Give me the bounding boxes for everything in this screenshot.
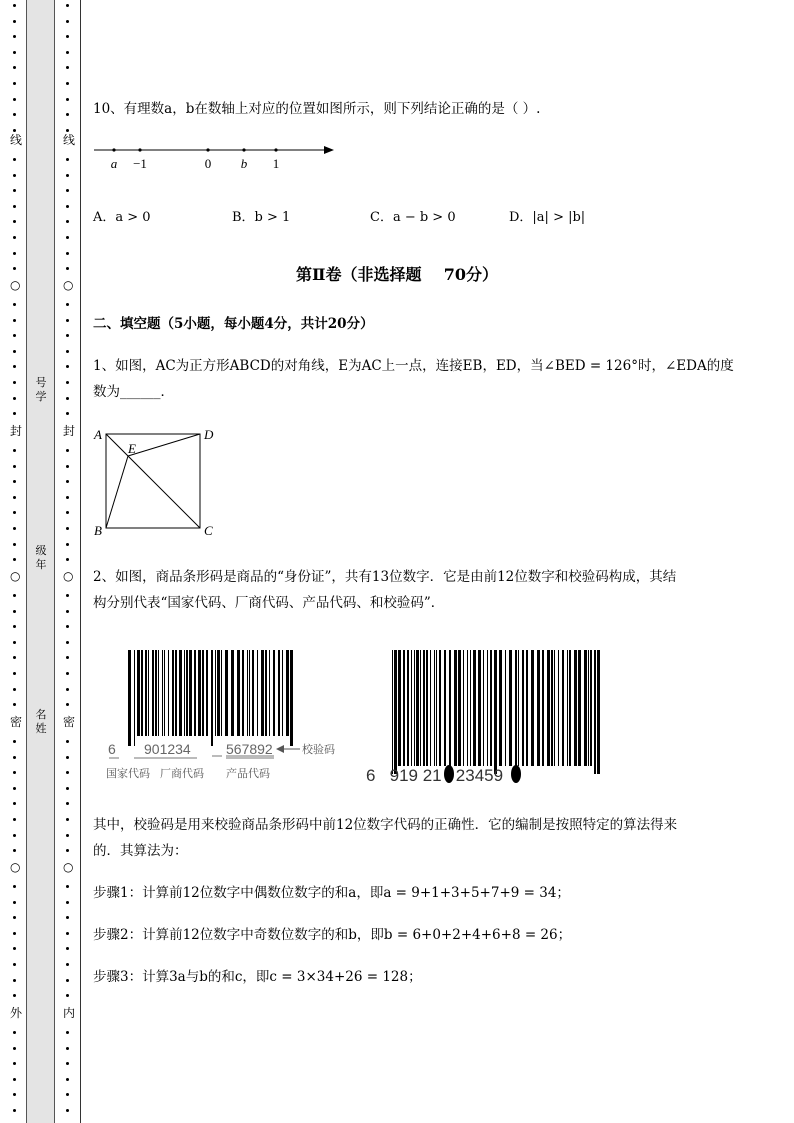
binding-dot — [13, 849, 16, 852]
barcode-right-digits: 6 919 21 23459 — [366, 766, 504, 785]
binding-dot — [13, 319, 16, 322]
binding-dot — [13, 756, 16, 759]
barcode-bar — [499, 650, 502, 766]
barcode-bar — [590, 650, 592, 766]
q10-stem: 10、有理数a，b在数轴上对应的位置如图所示，则下列结论正确的是（ ）. — [93, 101, 541, 117]
part-title: 二、填空题（5小题，每小题4分，共计20分） — [93, 316, 374, 332]
q2-step1: 步骤1：计算前12位数字中偶数位数字的和a，即a = 9+1+3+5+7+9 = 34； — [93, 885, 570, 901]
binding-dot — [66, 947, 69, 950]
barcode-right — [362, 648, 612, 788]
outerDots-mark: 密 — [10, 715, 23, 729]
barcode-bar — [257, 650, 258, 736]
product-digits: 567892 — [226, 741, 273, 757]
barcode-bar — [487, 650, 488, 766]
barcode-bar — [217, 650, 220, 736]
outerDots-mark: ○ — [10, 278, 21, 292]
barcode-bar — [567, 650, 568, 766]
binding-dot — [66, 412, 69, 415]
binding-dot — [13, 527, 16, 530]
binding-dot — [13, 1109, 16, 1112]
country-code-digit: 6 — [108, 741, 116, 757]
binding-dot — [66, 916, 69, 919]
barcode-bar — [242, 650, 244, 736]
barcode-bar — [554, 650, 555, 766]
barcode-bar — [269, 650, 270, 736]
binding-dot — [66, 158, 69, 161]
label-b: b — [240, 156, 248, 171]
binding-dot — [66, 1047, 69, 1050]
binding-dot — [13, 4, 16, 7]
barcode-bar — [225, 650, 228, 736]
binding-dot — [13, 916, 16, 919]
section-title: 第Ⅱ卷（非选择题 70分） — [295, 265, 499, 284]
innerDots-mark: 内 — [63, 1006, 76, 1020]
q10-number-line — [88, 140, 348, 174]
manufacturer-digits: 901234 — [144, 741, 191, 757]
barcode-bar — [426, 650, 428, 766]
binding-dot — [66, 205, 69, 208]
binding-dot — [66, 397, 69, 400]
barcode-bar — [265, 650, 267, 736]
binding-dot — [66, 381, 69, 384]
barcode-bar — [215, 650, 216, 736]
binding-dot — [13, 672, 16, 675]
barcode-bar — [515, 650, 517, 766]
barcode-bar — [148, 650, 149, 736]
outerDots-mark: 外 — [10, 1006, 23, 1020]
binding-dot — [13, 1031, 16, 1034]
binding-dot — [66, 365, 69, 368]
barcode-bar — [454, 650, 457, 766]
binding-dot — [66, 303, 69, 306]
binding-dot — [66, 220, 69, 223]
barcode-bar — [162, 650, 163, 736]
binding-dot — [66, 1109, 69, 1112]
binding-dot — [66, 66, 69, 69]
q10-option-d: D．|a| > |b| — [509, 210, 586, 225]
barcode-bar — [423, 650, 425, 766]
barcode-bar — [128, 650, 131, 746]
binding-dot — [66, 625, 69, 628]
binding-dot — [13, 901, 16, 904]
binding-dot — [66, 189, 69, 192]
binding-dot — [66, 51, 69, 54]
binding-dot — [13, 51, 16, 54]
barcode-bar — [164, 650, 165, 736]
barcode-bar — [198, 650, 201, 736]
binding-dot — [66, 350, 69, 353]
binding-dot — [66, 703, 69, 706]
binding-dot — [66, 527, 69, 530]
binding-dot — [66, 979, 69, 982]
barcode-bar — [211, 650, 213, 746]
binding-dot — [13, 66, 16, 69]
binding-dot — [13, 932, 16, 935]
outerDots-mark: 封 — [10, 424, 23, 438]
binding-dot — [66, 465, 69, 468]
binding-dot — [66, 319, 69, 322]
binding-dot — [13, 1093, 16, 1096]
q2-stem-line1: 2、如图，商品条形码是商品的“身份证”，共有13位数字．它是由前12位数字和校验码构成，其结 — [93, 569, 677, 585]
barcode-bar — [403, 650, 405, 766]
innerDots-mark: 密 — [63, 715, 76, 729]
binding-dot — [66, 849, 69, 852]
barcode-bar — [416, 650, 419, 766]
barcode-bar — [394, 650, 397, 774]
barcode-bar — [434, 650, 435, 766]
vertex-c: C — [204, 523, 213, 538]
binding-dot — [66, 656, 69, 659]
point-neg1 — [138, 148, 141, 151]
point-zero — [206, 148, 209, 151]
innerDots-mark: 封 — [63, 424, 76, 438]
q2-step3: 步骤3：计算3a与b的和c，即c = 3×34+26 = 128； — [93, 969, 422, 985]
binding-dot — [13, 656, 16, 659]
barcode-bar — [414, 650, 415, 766]
barcode-bar — [444, 650, 446, 766]
barcode-bar — [411, 650, 412, 766]
binding-dot — [66, 20, 69, 23]
barcode-bar — [249, 650, 250, 736]
barcode-bar — [231, 650, 234, 736]
innerDots-mark: ○ — [63, 569, 74, 583]
caption-manufacturer: 厂商代码 — [160, 767, 204, 780]
ink-blot-2 — [511, 765, 521, 783]
binding-dot — [13, 174, 16, 177]
q2-stem-line2: 构分别代表“国家代码、厂商代码、产品代码、和校验码”． — [93, 595, 445, 611]
outerDots-mark: ○ — [10, 569, 21, 583]
binding-dot — [13, 465, 16, 468]
point-a — [112, 148, 115, 151]
barcode-bar — [398, 650, 401, 766]
barcode-left — [104, 648, 344, 782]
binding-dot — [13, 802, 16, 805]
barcode-bar — [470, 650, 471, 766]
binding-dot — [13, 594, 16, 597]
vertex-a: A — [94, 427, 102, 442]
barcode-bar — [282, 650, 283, 736]
binding-dot — [66, 252, 69, 255]
q10-option-c: C．a − b > 0 — [370, 210, 456, 225]
binding-dot — [13, 818, 16, 821]
binding-dot — [13, 252, 16, 255]
binding-dot — [13, 979, 16, 982]
barcode-bar — [483, 650, 484, 766]
caption-country: 国家代码 — [106, 767, 150, 780]
binding-dot — [66, 594, 69, 597]
barcode-bar — [273, 650, 275, 736]
innerDots-mark: ○ — [63, 860, 74, 874]
binding-dot — [13, 412, 16, 415]
check-digit-label: 校验码 — [302, 743, 335, 756]
binding-dot — [66, 496, 69, 499]
barcode-right-bars — [392, 650, 600, 774]
point-one — [274, 148, 277, 151]
binding-dot — [66, 672, 69, 675]
barcode-bar — [202, 650, 204, 736]
field-student-number: 号学 — [35, 376, 47, 403]
binding-dot — [66, 98, 69, 101]
binding-dot — [13, 625, 16, 628]
binding-dot — [13, 610, 16, 613]
binding-dot — [13, 963, 16, 966]
binding-dot — [66, 994, 69, 997]
barcode-bar — [141, 650, 143, 736]
binding-dot — [13, 511, 16, 514]
vertex-d: D — [204, 427, 214, 442]
binding-dot — [66, 641, 69, 644]
binding-dot — [66, 802, 69, 805]
barcode-bar — [134, 650, 135, 746]
binding-dot — [13, 994, 16, 997]
barcode-bar — [574, 650, 577, 766]
outerDots-mark: 线 — [10, 133, 23, 147]
binding-dot — [13, 20, 16, 23]
barcode-bar — [490, 650, 492, 766]
barcode-bar — [186, 650, 188, 736]
barcode-bar — [189, 650, 192, 736]
binding-dot — [13, 834, 16, 837]
barcode-bar — [206, 650, 208, 736]
binding-dot — [13, 1062, 16, 1065]
barcode-bar — [252, 650, 254, 736]
barcode-bar — [278, 650, 280, 736]
barcode-bar — [286, 650, 289, 736]
q2-explain-line1: 其中，校验码是用来校验商品条形码中前12位数字代码的正确性．它的编制是按照特定的算法得来 — [93, 817, 678, 833]
barcode-bar — [537, 650, 540, 766]
barcode-bar — [449, 650, 451, 766]
q10-option-a: A．a > 0 — [93, 210, 151, 225]
barcode-bar — [261, 650, 264, 736]
barcode-bar — [247, 650, 248, 736]
binding-dot — [66, 963, 69, 966]
binding-dot — [13, 98, 16, 101]
barcode-bar — [439, 650, 441, 766]
binding-dot — [13, 480, 16, 483]
barcode-bar — [526, 650, 528, 766]
binding-dot — [66, 449, 69, 452]
barcode-bar — [430, 650, 431, 766]
barcode-bar — [494, 650, 497, 774]
binding-dot — [13, 350, 16, 353]
binding-dot — [13, 381, 16, 384]
binding-dot — [66, 543, 69, 546]
binding-dot — [13, 365, 16, 368]
binding-dot — [13, 205, 16, 208]
binding-dot — [66, 236, 69, 239]
barcode-bar — [551, 650, 553, 766]
barcode-bar — [478, 650, 481, 766]
barcode-bar — [392, 650, 393, 774]
binding-dot — [66, 1031, 69, 1034]
binding-dot — [66, 4, 69, 7]
label-zero: 0 — [204, 156, 212, 171]
binding-dot — [13, 787, 16, 790]
point-b — [242, 148, 245, 151]
binding-dot — [66, 885, 69, 888]
binding-dot — [13, 703, 16, 706]
outerDots-mark: ○ — [10, 860, 21, 874]
binding-dot — [66, 558, 69, 561]
barcode-bar — [473, 650, 476, 766]
binding-dot — [13, 158, 16, 161]
binding-dot — [66, 511, 69, 514]
barcode-bar — [172, 650, 174, 736]
binding-dot — [66, 610, 69, 613]
barcode-bar — [558, 650, 559, 766]
binding-dot — [13, 35, 16, 38]
binding-dot — [13, 397, 16, 400]
binding-dot — [66, 787, 69, 790]
barcode-bar — [569, 650, 571, 766]
barcode-bar — [168, 650, 169, 736]
binding-dot — [13, 496, 16, 499]
barcode-bar — [436, 650, 437, 766]
binding-dot — [13, 113, 16, 116]
margin-rule — [80, 0, 81, 1123]
binding-dot — [13, 1047, 16, 1050]
barcode-bar — [531, 650, 534, 766]
barcode-bar — [152, 650, 154, 736]
label-a: a — [110, 156, 118, 171]
q2-step2: 步骤2：计算前12位数字中奇数位数字的和b，即b = 6+0+2+4+6+8 = 26； — [93, 927, 572, 943]
binding-dot — [13, 236, 16, 239]
barcode-bar — [578, 650, 581, 766]
caption-product: 产品代码 — [226, 767, 270, 780]
binding-dot — [13, 885, 16, 888]
binding-dot — [13, 947, 16, 950]
barcode-bar — [407, 650, 409, 766]
binding-dot — [13, 558, 16, 561]
binding-dot — [66, 740, 69, 743]
binding-dot — [13, 771, 16, 774]
barcode-bar — [584, 650, 587, 766]
binding-dot — [66, 1093, 69, 1096]
binding-dot — [66, 901, 69, 904]
field-grade: 级年 — [35, 544, 47, 571]
binding-dot — [66, 932, 69, 935]
barcode-bar — [597, 650, 600, 774]
barcode-bar — [458, 650, 461, 766]
binding-dot — [66, 756, 69, 759]
binding-dot — [66, 113, 69, 116]
binding-dot — [66, 82, 69, 85]
barcode-bar — [467, 650, 468, 766]
barcode-bar — [562, 650, 564, 766]
innerDots-mark: 线 — [63, 133, 76, 147]
binding-dot — [66, 334, 69, 337]
barcode-bar — [463, 650, 464, 766]
barcode-bar — [542, 650, 544, 766]
barcode-bar — [179, 650, 182, 736]
binding-dot — [13, 641, 16, 644]
binding-dot — [13, 688, 16, 691]
barcode-bar — [588, 650, 589, 766]
barcode-bar — [221, 650, 222, 736]
barcode-bar — [237, 650, 240, 736]
label-neg1: −1 — [133, 156, 147, 171]
field-name: 名姓 — [35, 708, 47, 735]
barcode-bar — [547, 650, 550, 766]
barcode-bar — [137, 650, 140, 736]
barcode-bar — [518, 650, 519, 766]
binding-dot — [66, 1078, 69, 1081]
barcode-bar — [290, 650, 293, 746]
barcode-bar — [155, 650, 157, 736]
binding-dot — [13, 82, 16, 85]
barcode-bar — [505, 650, 506, 766]
barcode-left-bars — [128, 650, 293, 746]
q1-stem-line2: 数为______． — [93, 384, 174, 400]
binding-dot — [66, 35, 69, 38]
barcode-bar — [509, 650, 512, 766]
binding-dot — [13, 740, 16, 743]
binding-dot — [66, 771, 69, 774]
barcode-bar — [184, 650, 185, 736]
barcode-bar — [145, 650, 147, 736]
binding-dot — [13, 449, 16, 452]
label-one: 1 — [272, 156, 280, 171]
binding-dot — [13, 543, 16, 546]
binding-dot — [13, 303, 16, 306]
q1-square-figure — [88, 424, 228, 542]
barcode-bar — [194, 650, 196, 736]
barcode-bar — [175, 650, 177, 736]
binding-dot — [13, 334, 16, 337]
binding-dot — [66, 480, 69, 483]
binding-dot — [13, 189, 16, 192]
q2-explain-line2: 的．其算法为： — [93, 843, 188, 859]
binding-dot — [66, 834, 69, 837]
vertex-b: B — [94, 523, 102, 538]
barcode-bar — [522, 650, 524, 766]
barcode-bar — [594, 650, 596, 774]
binding-dot — [66, 1062, 69, 1065]
binding-dot — [13, 1078, 16, 1081]
barcode-bar — [420, 650, 421, 766]
innerDots-mark: ○ — [63, 278, 74, 292]
q1-stem-line1: 1、如图，AC为正方形ABCD的对角线，E为AC上一点，连接EB，ED，当∠BED = 126°时，∠EDA的度 — [93, 358, 734, 374]
binding-dot — [13, 220, 16, 223]
q10-option-b: B．b > 1 — [232, 210, 291, 225]
binding-dot — [66, 174, 69, 177]
binding-dot — [66, 688, 69, 691]
binding-dot — [66, 818, 69, 821]
barcode-bar — [158, 650, 159, 736]
vertex-e: E — [128, 441, 136, 456]
